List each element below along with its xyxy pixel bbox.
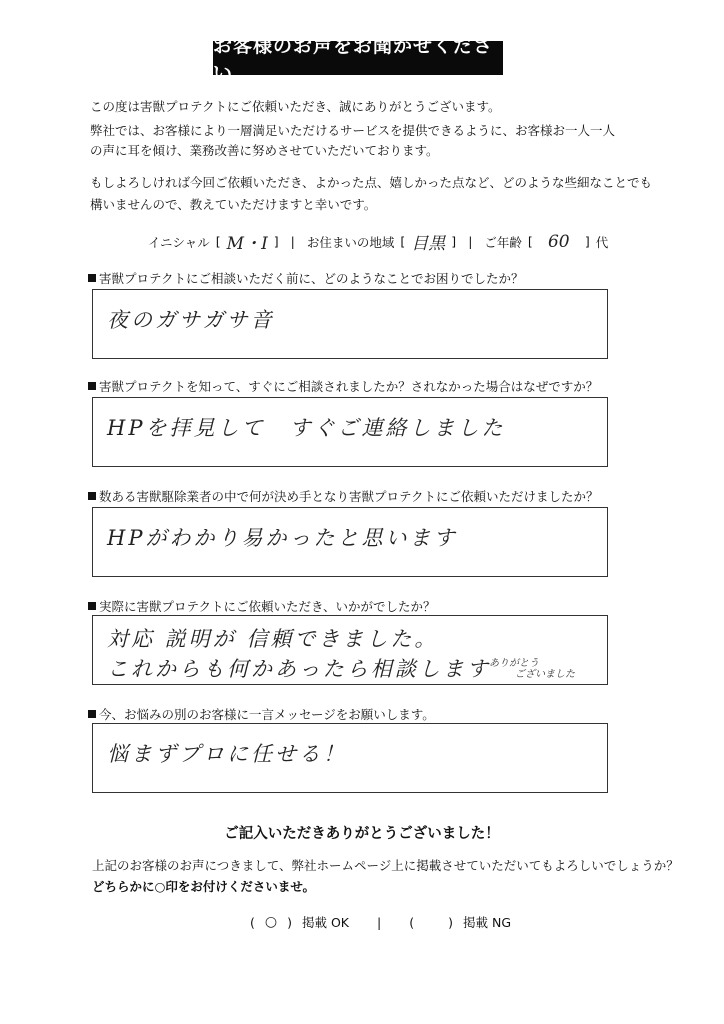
answer-box — [92, 723, 608, 793]
ok-label: 掲載 OK — [302, 915, 350, 930]
answer-box — [92, 397, 608, 467]
age-label: ご年齢 — [484, 234, 522, 250]
answer-text: 夜のガサガサ音 — [107, 308, 275, 332]
answer-box — [92, 615, 608, 685]
answer-text: 対応 説明が 信頼できました。 これからも何かあったら相談します — [107, 627, 491, 681]
intro-line: 構いませんので、教えていただけますと幸いです。 — [90, 197, 377, 212]
age-suffix: 代 — [595, 234, 609, 250]
question-heading: 今、お悩みの別のお客様に一言メッセージをお願いします。 — [88, 705, 435, 723]
respondent-info: イニシャル [ M・I ] | お住まいの地域 [ 目黒 ] | ご年齢 [ 60 ] 代 — [148, 229, 608, 254]
thanks-message: ご記入いただきありがとうございました！ — [224, 826, 500, 842]
answer-box — [92, 289, 608, 359]
ng-label: 掲載 NG — [463, 915, 512, 930]
square-bullet-icon — [88, 602, 96, 610]
answer-box — [92, 507, 608, 577]
intro-line: この度は害獣プロテクトにご依頼いただき、誠にありがとうございます。 — [90, 99, 501, 114]
question-heading: 害獣プロテクトを知って、すぐにご相談されましたか？されなかった場合はなぜですか？ — [88, 377, 598, 395]
intro-line: の声に耳を傾け、業務改善に努めさせていただいております。 — [90, 143, 439, 158]
ok-checkmark[interactable]: ○ — [264, 914, 278, 930]
square-bullet-icon — [88, 382, 96, 390]
answer-note: ありがとう ございました — [489, 658, 575, 680]
answer-text: HPを拝見して すぐご連絡しました — [107, 416, 506, 440]
initial-label: イニシャル — [148, 234, 210, 250]
answer-text: 悩まずプロに任せる！ — [107, 742, 347, 766]
area-label: お住まいの地域 — [306, 234, 395, 250]
question-heading: 害獣プロテクトにご相談いただく前に、どのようなことでお困りでしたか？ — [88, 269, 524, 287]
page-title: お客様のお声をお聞かせください — [213, 41, 503, 75]
square-bullet-icon — [88, 710, 96, 718]
intro-line: もしよろしければ今回ご依頼いただき、よかった点、嬉しかった点など、どのような些細なことでも — [90, 175, 653, 190]
consent-choices: ( ○ ) 掲載 OK | ( ) 掲載 NG — [250, 914, 512, 930]
square-bullet-icon — [88, 492, 96, 500]
intro-line: 弊社では、お客様により一層満足いただけるサービスを提供できるように、お客様お一人一人 — [90, 123, 616, 138]
question-heading: 実際に害獣プロテクトにご依頼いただき、いかがでしたか？ — [88, 597, 436, 615]
area-value: 目黒 — [411, 234, 446, 254]
square-bullet-icon — [88, 274, 96, 282]
age-value: 60 — [547, 231, 570, 252]
answer-text: HPがわかり易かったと思います — [107, 526, 458, 550]
consent-instruction: どちらかに○印をお付けくださいませ。 — [92, 879, 316, 894]
initial-value: M・I — [226, 234, 268, 254]
consent-question: 上記のお客様のお声につきまして、弊社ホームページ上に掲載させていただいてもよろしいでしょうか？ — [92, 858, 679, 873]
question-heading: 数ある害獣駆除業者の中で何が決め手となり害獣プロテクトにご依頼いただけましたか？ — [88, 487, 599, 505]
